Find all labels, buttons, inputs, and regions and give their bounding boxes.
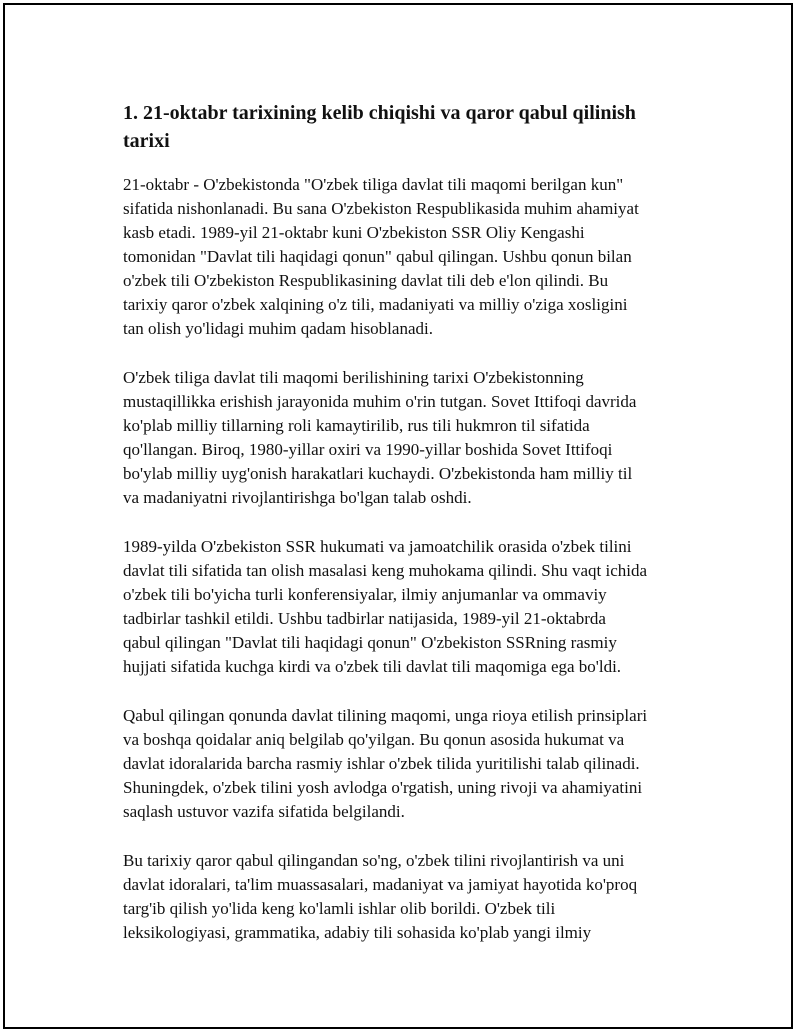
text-line: bo'ylab milliy uyg'onish harakatlari kuchaydi. O'zbekistonda ham milliy til <box>123 464 633 483</box>
paragraph <box>123 173 703 341</box>
text-line: kasb etadi. 1989-yil 21-oktabr kuni O'zbekiston SSR Oliy Kengashi <box>123 223 585 242</box>
paragraph <box>123 704 703 824</box>
text-line: tan olish yo'lidagi muhim qadam hisoblanadi. <box>123 319 433 338</box>
text-line: ko'plab milliy tillarning roli kamaytirilib, rus tili hukmron til sifatida <box>123 416 590 435</box>
text-line: leksikologiyasi, grammatika, adabiy tili sohasida ko'plab yangi ilmiy <box>123 923 592 942</box>
text-line: 1989-yilda O'zbekiston SSR hukumati va jamoatchilik orasida o'zbek tilini <box>123 537 632 556</box>
text-line: Bu tarixiy qaror qabul qilingandan so'ng, o'zbek tilini rivojlantirish va uni <box>123 851 625 870</box>
text-line: tomonidan "Davlat tili haqidagi qonun" qabul qilingan. Ushbu qonun bilan <box>123 247 632 266</box>
text-line: qo'llangan. Biroq, 1980-yillar oxiri va 1990-yillar boshida Sovet Ittifoqi <box>123 440 613 459</box>
text-line: davlat idoralarida barcha rasmiy ishlar o'zbek tilida yuritilishi talab qilinadi. <box>123 754 640 773</box>
text-line: tarixiy qaror o'zbek xalqining o'z tili, madaniyati va milliy o'ziga xosligini <box>123 295 628 314</box>
heading-line: 1. 21-oktabr tarixining kelib chiqishi va qaror qabul qilinish <box>123 102 636 124</box>
paragraph <box>123 535 703 679</box>
text-line: targ'ib qilish yo'lida keng ko'lamli ishlar olib borildi. O'zbek tili <box>123 899 556 918</box>
text-line: Qabul qilingan qonunda davlat tilining maqomi, unga rioya etilish prinsiplari <box>123 706 648 725</box>
text-line: hujjati sifatida kuchga kirdi va o'zbek tili davlat tili maqomiga ega bo'ldi. <box>123 657 622 676</box>
text-line: o'zbek tili bo'yicha turli konferensiyalar, ilmiy anjumanlar va ommaviy <box>123 585 607 604</box>
heading-line: tarixi <box>123 130 170 152</box>
text-line: tadbirlar tashkil etildi. Ushbu tadbirlar natijasida, 1989-yil 21-oktabrda <box>123 609 606 628</box>
paragraph <box>123 366 703 510</box>
text-line: qabul qilingan "Davlat tili haqidagi qonun" O'zbekiston SSRning rasmiy <box>123 633 617 652</box>
text-line: davlat idoralari, ta'lim muassasalari, madaniyat va jamiyat hayotida ko'proq <box>123 875 638 894</box>
text-line: o'zbek tili O'zbekiston Respublikasining davlat tili deb e'lon qilindi. Bu <box>123 271 609 290</box>
text-line: O'zbek tiliga davlat tili maqomi berilishining tarixi O'zbekistonning <box>123 368 584 387</box>
text-line: sifatida nishonlanadi. Bu sana O'zbekiston Respublikasida muhim ahamiyat <box>123 199 639 218</box>
text-line: va madaniyatni rivojlantirishga bo'lgan talab oshdi. <box>123 488 472 507</box>
text-line: 21-oktabr - O'zbekistonda "O'zbek tiliga davlat tili maqomi berilgan kun" <box>123 175 624 194</box>
document-body <box>123 99 703 970</box>
text-line: mustaqillikka erishish jarayonida muhim o'rin tutgan. Sovet Ittifoqi davrida <box>123 392 637 411</box>
section-heading <box>123 99 703 155</box>
text-line: va boshqa qoidalar aniq belgilab qo'yilgan. Bu qonun asosida hukumat va <box>123 730 625 749</box>
page-frame <box>3 3 793 1029</box>
text-line: saqlash ustuvor vazifa sifatida belgilandi. <box>123 802 405 821</box>
paragraph <box>123 849 703 945</box>
text-line: davlat tili sifatida tan olish masalasi keng muhokama qilindi. Shu vaqt ichida <box>123 561 648 580</box>
text-line: Shuningdek, o'zbek tilini yosh avlodga o'rgatish, uning rivoji va ahamiyatini <box>123 778 643 797</box>
